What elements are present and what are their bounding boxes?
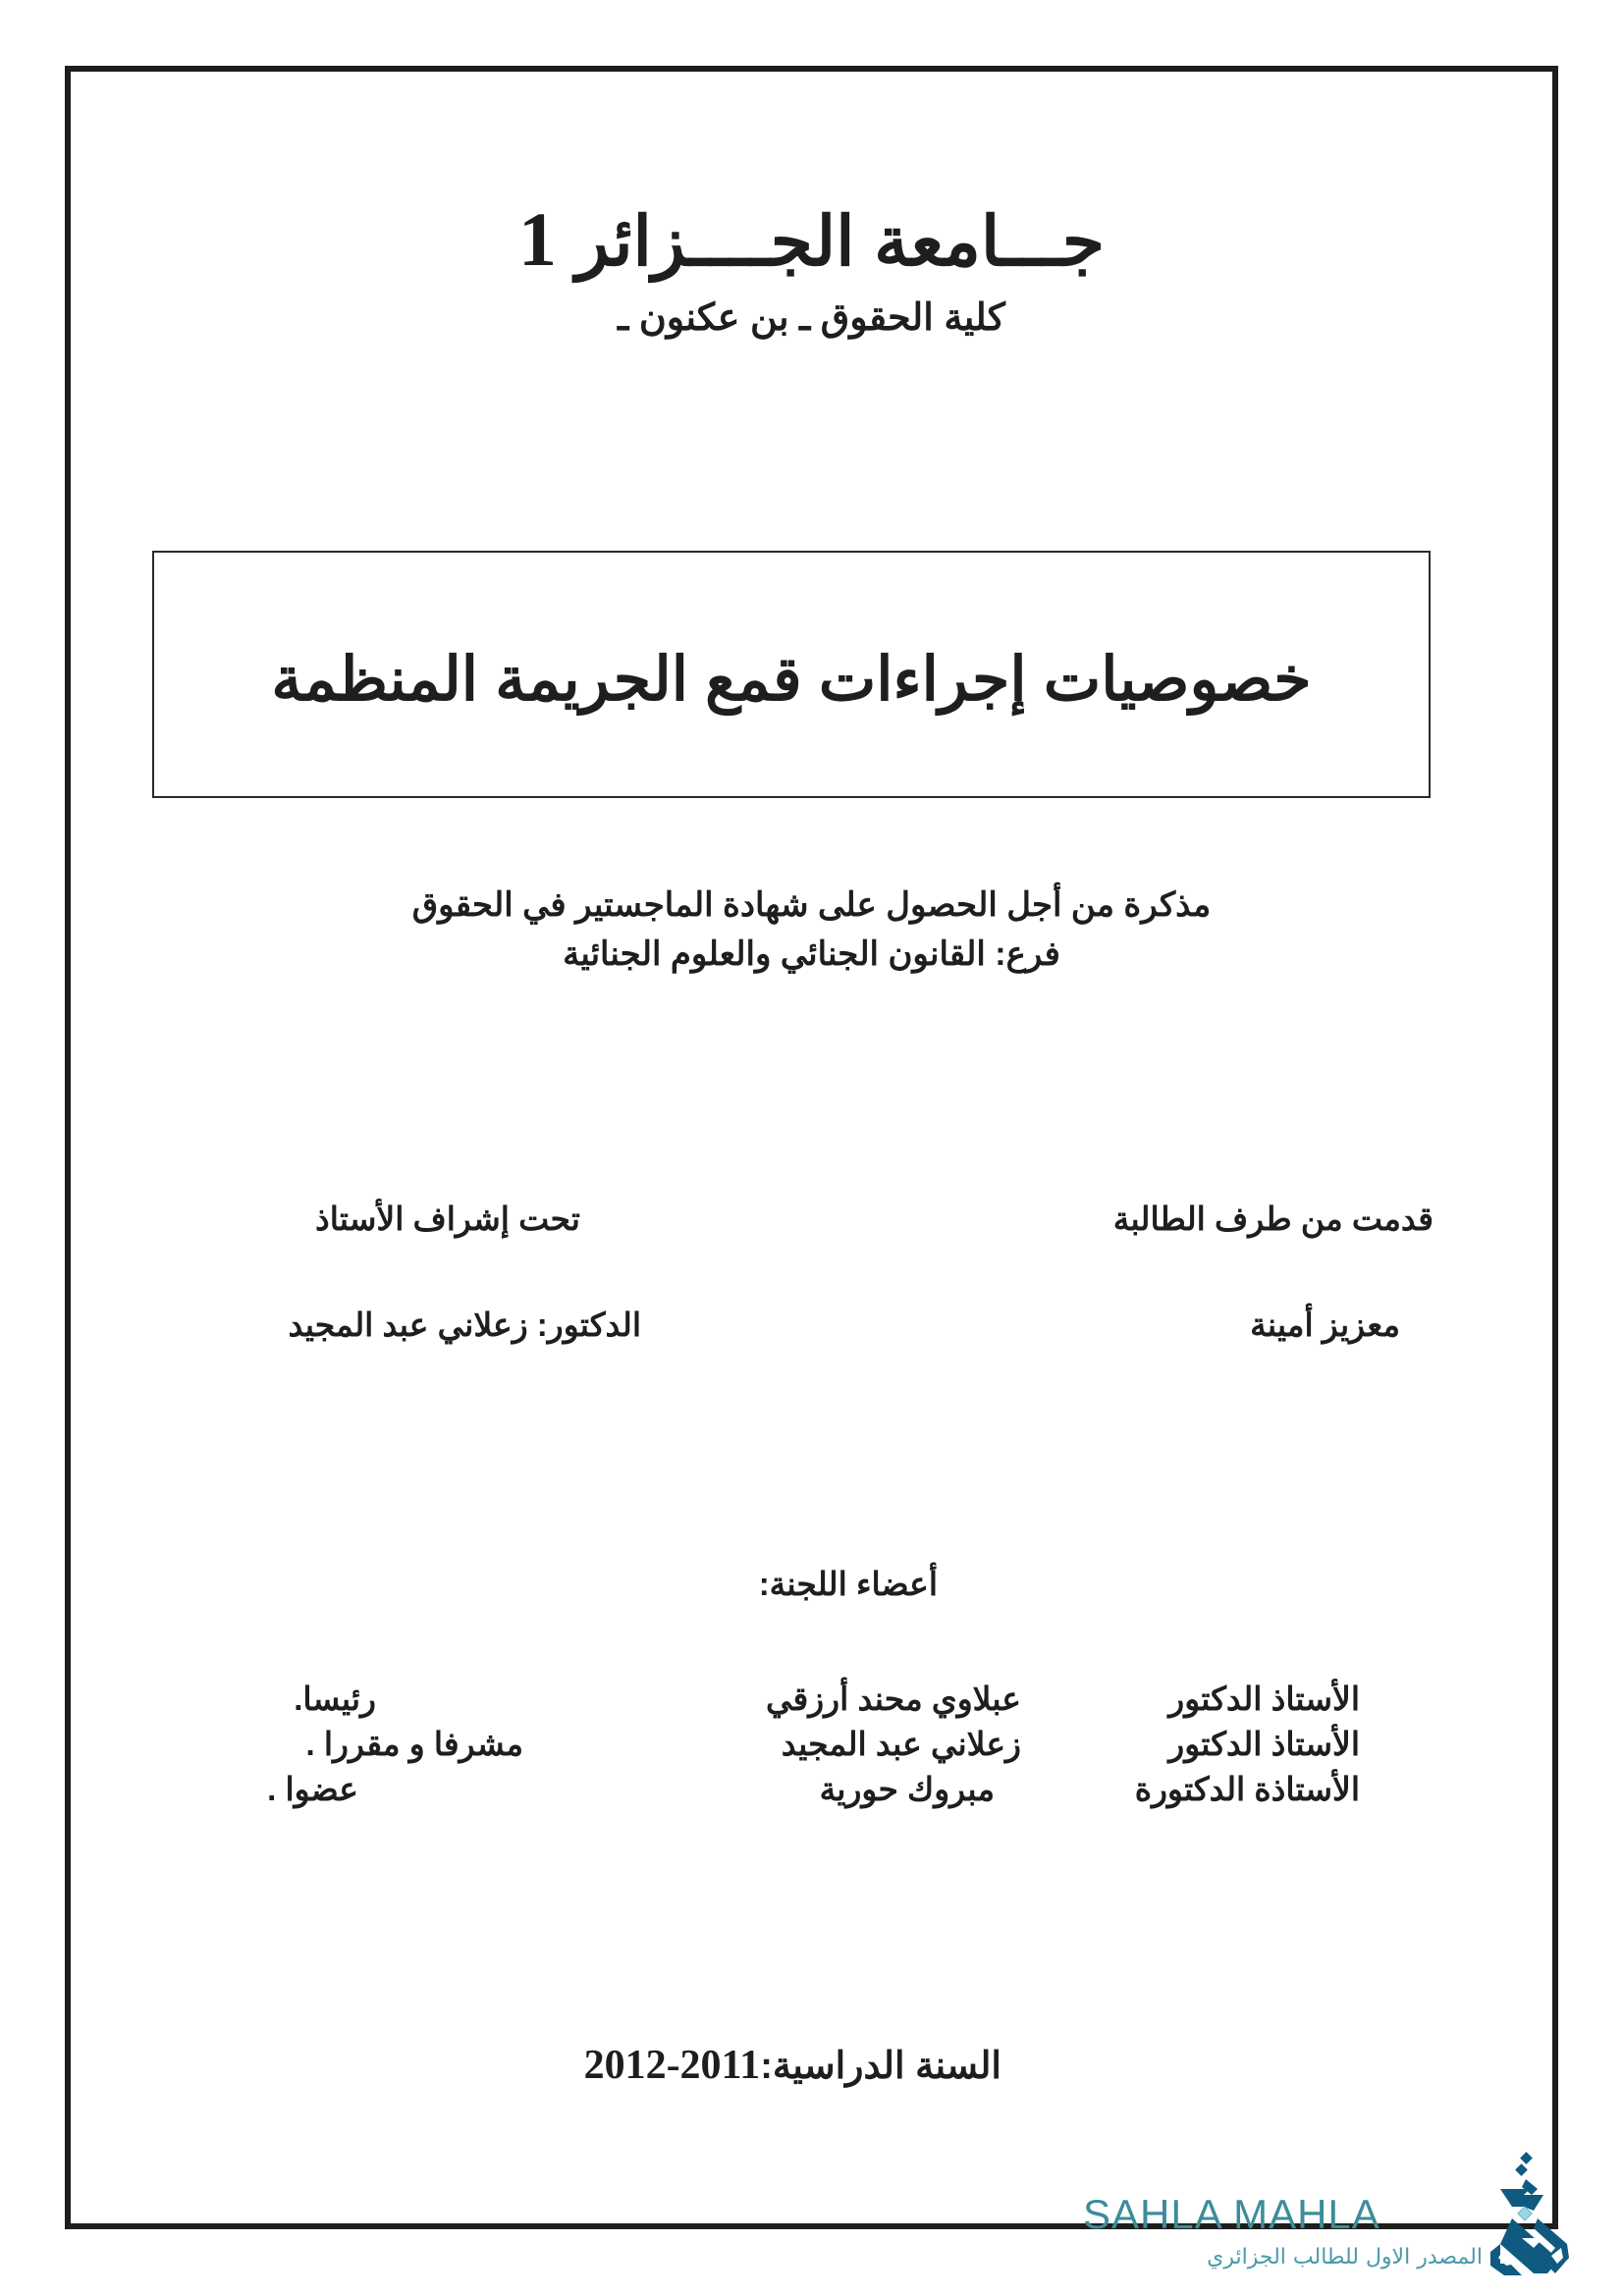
university-number: 1 [518,196,557,282]
committee-member-role: عضوا . [267,1771,358,1807]
committee-member-row [0,1728,1623,1773]
academic-year-label: السنة الدراسية: [760,2046,1001,2087]
committee-member-row [0,1773,1623,1818]
supervision-label: تحت إشراف الأستاذ [315,1201,580,1237]
committee-member-role: مشرفا و مقررا . [305,1726,523,1762]
presented-by-label: قدمت من طرف الطالبة [1112,1201,1434,1237]
thesis-title-box [152,551,1431,798]
committee-member-name: مبروك حورية [819,1771,995,1807]
committee-member-title: الأستاذة الدكتورة [1134,1771,1360,1807]
committee-member-name: عبلاوي محند أرزقي [765,1681,1021,1717]
faculty-name: كلية الحقوق ـ بن عكنون ـ [618,297,1005,339]
sahla-mahla-watermark [1075,2150,1623,2287]
committee-heading: أعضاء اللجنة: [758,1566,938,1602]
committee-member-role: رئيسا. [294,1681,376,1717]
committee-member-title: الأستاذ الدكتور [1168,1681,1360,1717]
degree-statement: مذكرة من أجل الحصول على شهادة الماجستير في الحقوق [411,886,1212,924]
committee-member-row [0,1682,1623,1728]
thesis-title: خصوصيات إجراءات قمع الجريمة المنظمة [271,645,1312,714]
academic-year-value: 2012-2011 [583,2043,761,2088]
academic-year [520,2045,1001,2086]
supervisor-name: الدكتور: زعلاني عبد المجيد [288,1307,641,1343]
page-border [65,66,1558,2229]
university-title [0,196,1623,282]
student-name: معزيز أمينة [1250,1307,1400,1343]
committee-member-title: الأستاذ الدكتور [1168,1726,1360,1762]
brand-tagline: المصدر الاول للطالب الجزائري [1207,2245,1483,2269]
brand-wordmark: SAHLA MAHLA [1083,2191,1380,2237]
calligraphy-logo-icon [1483,2150,1610,2282]
committee-member-name: زعلاني عبد المجيد [781,1726,1021,1762]
degree-branch: فرع: القانون الجنائي والعلوم الجنائية [563,935,1060,973]
university-name: جـــامعة الجــــزائر [575,203,1105,280]
